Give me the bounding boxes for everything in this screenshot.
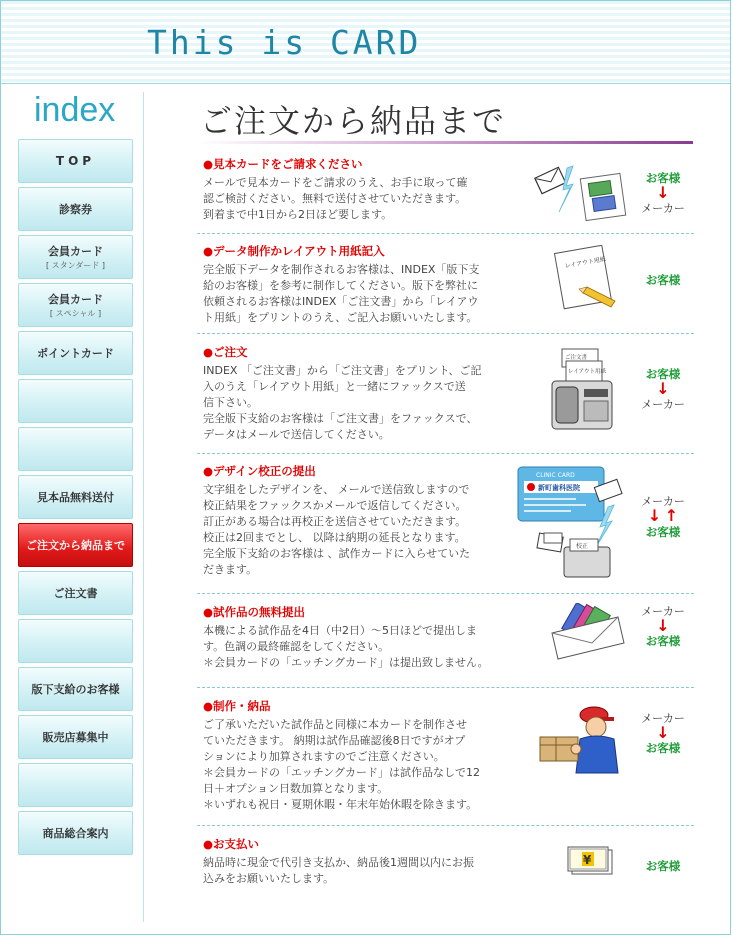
layout-sheet-pencil-illustration	[553, 245, 623, 317]
layout-sheet-label: レイアウト用紙	[568, 369, 607, 375]
fax-doc-label: 校正	[576, 543, 589, 550]
nav-label: ポイントカード	[37, 347, 114, 360]
nav-order-form[interactable]	[18, 571, 133, 615]
nav-label: 販売店募集中	[42, 731, 109, 744]
step-line: ていただきます。 納期は試作品確認後8日ですがオプ	[203, 734, 466, 747]
step-body	[203, 175, 513, 223]
step-body	[203, 363, 513, 443]
layout-sheet-label: レイアウト用紙	[564, 255, 607, 270]
proof-card-clinic: 新町歯科医院	[538, 484, 580, 492]
section-divider	[197, 233, 694, 234]
flow-customer	[628, 272, 698, 288]
nav-label: ご注文書	[53, 587, 98, 600]
nav-top[interactable]	[18, 139, 133, 183]
flow-customer-to-maker	[628, 366, 698, 412]
nav-label: 会員カード	[48, 245, 103, 258]
step-body	[203, 717, 513, 813]
step-title: ●試作品の無料提出	[203, 605, 306, 619]
step-line: 日＋オプション日数加算となります。	[203, 782, 389, 795]
customer-label: お客様	[645, 367, 681, 381]
step-line: 給のお客様」を参考に制作してください。版下を弊社に	[203, 279, 478, 292]
step-line: 校正は2回までとし、 以降は納期の延長となります。	[203, 531, 466, 544]
section-divider	[197, 825, 694, 826]
step-order	[203, 344, 693, 443]
nav-label: ご注文から納品まで	[26, 539, 125, 552]
customer-label: お客様	[645, 634, 681, 648]
down-arrow-icon: ↓	[656, 379, 670, 398]
nav-label: 診察券	[59, 203, 92, 216]
step-payment	[203, 836, 693, 887]
flow-maker-customer-exchange	[628, 493, 698, 540]
section-divider	[197, 687, 694, 688]
customer-label: お客様	[645, 273, 681, 287]
nav-label: 版下支給のお客様	[31, 683, 120, 696]
step-title: ●お支払い	[203, 837, 260, 851]
down-arrow-icon: ↓	[647, 506, 662, 525]
nav-product-guide[interactable]	[18, 811, 133, 855]
step-line: INDEX 「ご注文書」から「ご注文書」をプリント、ご記	[203, 364, 482, 377]
step-line: 到着まで中1日から2日ほど要します。	[203, 208, 393, 221]
exchange-arrows	[628, 506, 698, 525]
nav-artwork-customers[interactable]	[18, 667, 133, 711]
step-line: 認ご検討ください。無料で送付させていただきます。	[203, 192, 467, 205]
step-line: メールで見本カードをご請求のうえ、お手に取って確	[203, 176, 468, 189]
step-line: ご了承いただいた試作品と同様に本カードを制作させ	[203, 718, 467, 731]
flow-maker-to-customer	[628, 603, 698, 649]
step-title: ●見本カードをご請求ください	[203, 157, 363, 171]
nav-blank-2[interactable]	[18, 427, 133, 471]
nav-blank-1[interactable]	[18, 379, 133, 423]
title-underline	[197, 141, 693, 144]
nav-dealer-recruitment[interactable]	[18, 715, 133, 759]
nav-member-card-special[interactable]	[18, 283, 133, 327]
down-arrow-icon: ↓	[656, 616, 670, 635]
nav-order-to-delivery[interactable]	[18, 523, 133, 567]
index-heading: index	[34, 91, 116, 129]
nav-free-sample[interactable]	[18, 475, 133, 519]
nav-label: 会員カード	[48, 293, 103, 306]
customer-label: お客様	[645, 859, 681, 873]
step-line: ＊会員カードの「エッチングカード」は提出致しません。	[203, 656, 489, 669]
step-line: 信下さい。	[203, 396, 258, 409]
envelope-cards-illustration	[548, 603, 628, 663]
yen-money-illustration	[564, 844, 616, 878]
step-body	[203, 623, 513, 671]
step-line: だきます。	[203, 563, 258, 576]
step-line: 込みをお願いいたします。	[203, 872, 335, 885]
step-body	[203, 855, 513, 887]
site-header	[1, 1, 730, 84]
step-title: ●デザイン校正の提出	[203, 464, 316, 478]
delivery-person-illustration	[536, 703, 626, 775]
nav-label: TOP	[55, 154, 96, 168]
nav-label: 商品総合案内	[42, 827, 109, 840]
yen-icon: ¥	[583, 853, 592, 867]
customer-label: お客様	[645, 171, 681, 185]
flow-customer	[628, 858, 698, 874]
step-line: 本機による試作品を4日（中2日）～5日ほどで提出しま	[203, 624, 477, 637]
step-title: ●データ制作かレイアウト用紙記入	[203, 244, 385, 258]
step-title: ●ご注文	[203, 345, 248, 359]
step-line: 完全版下支給のお客様は 、試作カードに入らせていた	[203, 547, 471, 560]
fax-machine-illustration	[550, 347, 614, 435]
step-line: 文字組をしたデザインを、 メールで送信致しますので	[203, 483, 470, 496]
step-line: 校正結果をファックスかメールで返信してください。	[203, 499, 467, 512]
step-line: ト用紙」をプリントのうえ、ご記入お願いいたします。	[203, 311, 478, 324]
sidebar-divider	[143, 92, 144, 922]
down-arrow-icon: ↓	[656, 723, 670, 742]
step-body	[203, 482, 513, 578]
step-line: 訂正がある場合は再校正を送信させていただきます。	[203, 515, 467, 528]
section-divider	[197, 453, 694, 454]
page-title: ご注文から納品まで	[200, 102, 507, 140]
nav-sublabel: [ スタンダード ]	[45, 261, 105, 270]
step-line: 完全版下支給のお客様は「ご注文書」をファックスで、	[203, 412, 478, 425]
flow-customer-to-maker	[628, 170, 698, 216]
up-arrow-icon: ↑	[664, 506, 679, 525]
maker-label: メーカー	[641, 495, 685, 508]
nav-blank-4[interactable]	[18, 763, 133, 807]
maker-label: メーカー	[641, 202, 685, 215]
step-line: ＊会員カードの「エッチングカード」は試作品なしで12	[203, 766, 481, 779]
proof-card-title: CLINIC CARD	[536, 472, 575, 479]
order-sheet-label: ご注文書	[565, 355, 588, 361]
step-line: データはメールで送信してください。	[203, 428, 390, 441]
nav-patient-card[interactable]	[18, 187, 133, 231]
step-line: 入のうえ「レイアウト用紙」と一緒にファックスで送	[203, 380, 466, 393]
customer-label: お客様	[645, 741, 681, 755]
down-arrow-icon: ↓	[656, 183, 670, 202]
step-title: ●制作・納品	[203, 699, 271, 713]
maker-label: メーカー	[641, 712, 685, 725]
nav-blank-3[interactable]	[18, 619, 133, 663]
maker-label: メーカー	[641, 398, 685, 411]
section-divider	[197, 593, 694, 594]
step-line: 完全版下データを制作されるお客様は、INDEX「版下支	[203, 263, 480, 276]
step-body	[203, 262, 513, 326]
step-line: 納品時に現金で代引き支払か、納品後1週間以内にお振	[203, 856, 474, 869]
nav-point-card[interactable]	[18, 331, 133, 375]
step-line: す。色調の最終確認をしてください。	[203, 640, 390, 653]
step-line: ＊いずれも祝日・夏期休暇・年末年始休暇を除きます。	[203, 798, 478, 811]
email-cards-illustration	[533, 160, 633, 222]
nav-member-card-standard[interactable]	[18, 235, 133, 279]
step-line: 依頼されるお客様はINDEX「ご注文書」から「レイアウ	[203, 295, 479, 308]
proof-card-fax-illustration	[516, 463, 626, 581]
step-line: ションにより加算されますのでご注意ください。	[203, 750, 445, 763]
flow-maker-to-customer	[628, 710, 698, 756]
site-title[interactable]: This is CARD	[147, 23, 422, 62]
maker-label: メーカー	[641, 605, 685, 618]
section-divider	[197, 333, 694, 334]
nav-sublabel: [ スペシャル ]	[49, 309, 102, 318]
customer-label: お客様	[645, 525, 681, 539]
nav-label: 見本品無料送付	[37, 491, 114, 504]
